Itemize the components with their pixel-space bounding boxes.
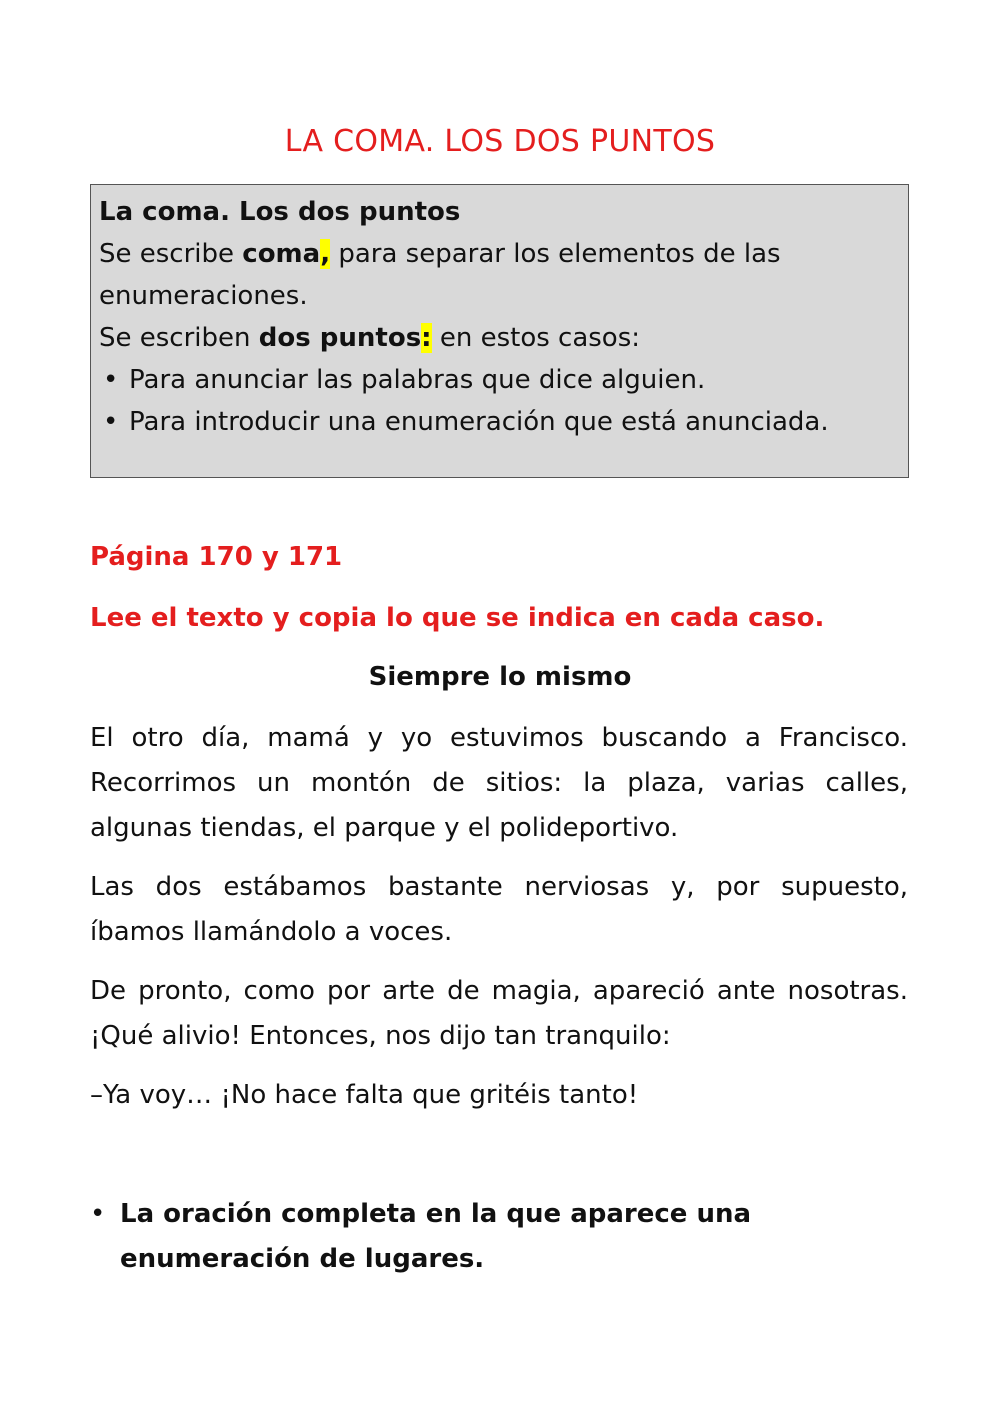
comma-highlight: , bbox=[320, 239, 331, 269]
page-title: LA COMA. LOS DOS PUNTOS bbox=[284, 124, 716, 159]
task-item bbox=[90, 1192, 908, 1282]
bullet-icon: • bbox=[103, 365, 119, 395]
rule-heading: La coma. Los dos puntos bbox=[99, 197, 461, 227]
story-text bbox=[90, 716, 908, 1132]
story-paragraph: El otro día, mamá y yo estuvimos buscando a Francisco. Recorrimos un montón de sitios: la plaza, varias calles, algunas tiendas, el parque y el polideportivo. bbox=[90, 723, 908, 843]
rule-bullet-item bbox=[99, 359, 900, 401]
story-paragraph: –Ya voy… ¡No hace falta que gritéis tanto! bbox=[90, 1080, 639, 1110]
rule-dos-puntos bbox=[99, 317, 900, 359]
colon-highlight: : bbox=[421, 323, 432, 353]
story-title: Siempre lo mismo bbox=[368, 662, 632, 692]
rule-coma-post: para separar los elementos de las enumeraciones. bbox=[99, 239, 781, 311]
rule-bullet-text: Para introducir una enumeración que está anunciada. bbox=[129, 407, 829, 437]
instruction: Lee el texto y copia lo que se indica en cada caso. bbox=[90, 603, 825, 633]
page-reference: Página 170 y 171 bbox=[90, 542, 343, 572]
rule-bullet-item bbox=[99, 401, 900, 443]
rule-coma-pre: Se escribe bbox=[99, 239, 243, 269]
rule-bullet-list bbox=[99, 359, 900, 443]
task-text: La oración completa en la que aparece una enumeración de lugares. bbox=[120, 1199, 752, 1274]
rule-bullet-text: Para anunciar las palabras que dice alguien. bbox=[129, 365, 706, 395]
rule-dos-puntos-post: en estos casos: bbox=[431, 323, 641, 353]
rule-dos-puntos-pre: Se escriben bbox=[99, 323, 259, 353]
rule-coma bbox=[99, 233, 900, 317]
story-paragraph: Las dos estábamos bastante nerviosas y, por supuesto, íbamos llamándolo a voces. bbox=[90, 872, 908, 947]
rule-coma-bold: coma bbox=[242, 239, 321, 269]
rule-box bbox=[90, 184, 909, 478]
rule-dos-puntos-bold: dos puntos bbox=[258, 323, 422, 353]
bullet-icon: • bbox=[90, 1199, 106, 1229]
bullet-icon: • bbox=[103, 407, 119, 437]
story-paragraph: De pronto, como por arte de magia, apareció ante nosotras. ¡Qué alivio! Entonces, nos dijo tan tranquilo: bbox=[90, 976, 908, 1051]
